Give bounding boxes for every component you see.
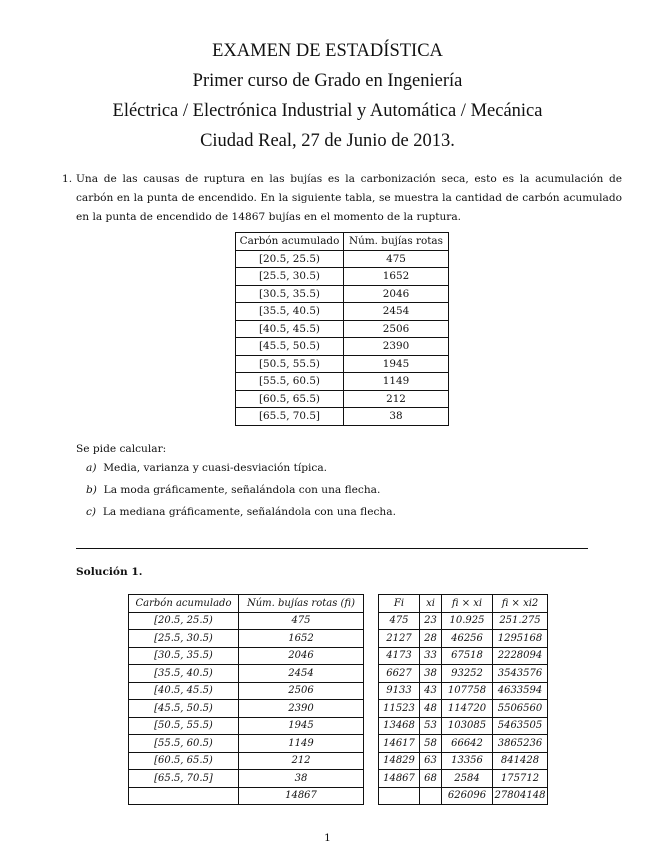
table-cell: 4633594	[493, 682, 548, 700]
solution-right-row	[379, 665, 548, 683]
solution-left-row	[129, 612, 364, 630]
header-course: Primer curso de Grado en Ingeniería	[192, 71, 463, 91]
solution-left-row	[129, 717, 364, 735]
data-table-row	[236, 338, 449, 356]
column-header: Núm. bujías rotas (fi)	[239, 595, 364, 613]
table-cell: 66642	[442, 735, 493, 753]
header-title: EXAMEN DE ESTADÍSTICA	[212, 41, 443, 61]
table-cell: 58	[420, 735, 442, 753]
table-cell: 13356	[442, 752, 493, 770]
table-cell: 10.925	[442, 612, 493, 630]
solution-right-row	[379, 700, 548, 718]
empty-cell	[129, 787, 239, 805]
table-cell: 841428	[493, 752, 548, 770]
solution-frequency-table	[128, 594, 364, 805]
questions-intro: Se pide calcular:	[76, 443, 167, 455]
table-cell: 46256	[442, 630, 493, 648]
table-cell: 475	[344, 250, 449, 268]
table-cell: 2390	[239, 700, 364, 718]
data-table-row	[236, 390, 449, 408]
solution-left-total-row	[129, 787, 364, 805]
table-cell: 1652	[344, 268, 449, 286]
section-divider	[76, 548, 588, 549]
table-cell: [45.5, 50.5)	[236, 338, 344, 356]
question-text: La moda gráficamente, señalándola con una flecha.	[103, 484, 381, 496]
total-cell: 27804148	[493, 787, 548, 805]
table-cell: 2390	[344, 338, 449, 356]
table-cell: 63	[420, 752, 442, 770]
exam-header	[0, 36, 655, 156]
table-cell: 93252	[442, 665, 493, 683]
header-degrees: Eléctrica / Electrónica Industrial y Automática / Mecánica	[112, 101, 543, 121]
table-cell: 5506560	[493, 700, 548, 718]
solution-right-row	[379, 752, 548, 770]
question-label: a)	[86, 462, 97, 474]
table-cell: 103085	[442, 717, 493, 735]
table-cell: 28	[420, 630, 442, 648]
table-cell: 1652	[239, 630, 364, 648]
table-cell: 67518	[442, 647, 493, 665]
table-cell: 38	[344, 408, 449, 426]
table-cell: 2454	[344, 303, 449, 321]
solution-title: Solución 1.	[76, 566, 143, 578]
table-cell: [60.5, 65.5)	[129, 752, 239, 770]
table-cell: [50.5, 55.5)	[236, 355, 344, 373]
table-cell: 1295168	[493, 630, 548, 648]
solution-right-row	[379, 735, 548, 753]
empty-cell	[379, 787, 420, 805]
table-cell: 13468	[379, 717, 420, 735]
solution-right-header	[379, 595, 548, 613]
data-table-row	[236, 250, 449, 268]
table-cell: 107758	[442, 682, 493, 700]
table-cell: 2506	[344, 320, 449, 338]
table-cell: 14829	[379, 752, 420, 770]
table-cell: 2046	[239, 647, 364, 665]
table-cell: 1945	[344, 355, 449, 373]
table-cell: 1149	[344, 373, 449, 391]
solution-right-row	[379, 770, 548, 788]
solution-left-row	[129, 735, 364, 753]
solution-left-row	[129, 752, 364, 770]
problem-statement: Una de las causas de ruptura en las bujías es la carbonización seca, esto es la acumulación de carbón en la punta de encendido. En la siguiente tabla, se muestra la cantidad de carbón acumulado en la punta de encendido de 14867 bujías en el momento de la ruptura.	[76, 173, 622, 223]
table-cell: 14617	[379, 735, 420, 753]
table-cell: 2506	[239, 682, 364, 700]
table-cell: 475	[239, 612, 364, 630]
header-date: Ciudad Real, 27 de Junio de 2013.	[200, 131, 455, 151]
question-label: b)	[86, 484, 97, 496]
table-cell: [65.5, 70.5]	[236, 408, 344, 426]
data-table-row	[236, 285, 449, 303]
table-cell: [65.5, 70.5]	[129, 770, 239, 788]
table-cell: 2046	[344, 285, 449, 303]
table-cell: 3865236	[493, 735, 548, 753]
solution-right-row	[379, 682, 548, 700]
table-cell: 14867	[379, 770, 420, 788]
table-cell: [50.5, 55.5)	[129, 717, 239, 735]
table-cell: 23	[420, 612, 442, 630]
table-cell: [25.5, 30.5)	[236, 268, 344, 286]
solution-right-total-row	[379, 787, 548, 805]
column-header: Carbón acumulado	[129, 595, 239, 613]
data-table-row	[236, 355, 449, 373]
question-text: Media, varianza y cuasi-desviación típica.	[103, 462, 328, 474]
question-label: c)	[86, 506, 97, 518]
table-cell: 38	[239, 770, 364, 788]
table-cell: [55.5, 60.5)	[236, 373, 344, 391]
table-cell: 43	[420, 682, 442, 700]
table-cell: [30.5, 35.5)	[129, 647, 239, 665]
table-cell: 11523	[379, 700, 420, 718]
table-cell: 9133	[379, 682, 420, 700]
table-cell: 5463505	[493, 717, 548, 735]
total-cell: 626096	[442, 787, 493, 805]
table-cell: 212	[239, 752, 364, 770]
solution-right-row	[379, 717, 548, 735]
column-header: Núm. bujías rotas	[344, 233, 449, 251]
table-cell: 2584	[442, 770, 493, 788]
table-cell: 1945	[239, 717, 364, 735]
table-cell: [35.5, 40.5)	[236, 303, 344, 321]
table-cell: 2228094	[493, 647, 548, 665]
table-cell: 1149	[239, 735, 364, 753]
question-item	[86, 506, 396, 528]
table-cell: 114720	[442, 700, 493, 718]
solution-left-row	[129, 665, 364, 683]
column-header: Fi	[379, 595, 420, 613]
table-cell: 3543576	[493, 665, 548, 683]
table-cell: 475	[379, 612, 420, 630]
table-cell: 48	[420, 700, 442, 718]
question-text: La mediana gráficamente, señalándola con una flecha.	[102, 506, 396, 518]
table-cell: 68	[420, 770, 442, 788]
solution-right-row	[379, 647, 548, 665]
data-table	[235, 232, 449, 426]
table-cell: 4173	[379, 647, 420, 665]
table-cell: 212	[344, 390, 449, 408]
solution-left-header	[129, 595, 364, 613]
column-header: fi × xi2	[493, 595, 548, 613]
total-cell: 14867	[239, 787, 364, 805]
table-cell: [45.5, 50.5)	[129, 700, 239, 718]
solution-right-row	[379, 612, 548, 630]
table-cell: 251.275	[493, 612, 548, 630]
table-cell: [40.5, 45.5)	[129, 682, 239, 700]
question-item	[86, 462, 396, 484]
data-table-row	[236, 303, 449, 321]
table-cell: 53	[420, 717, 442, 735]
data-table-header	[236, 233, 449, 251]
table-cell: [40.5, 45.5)	[236, 320, 344, 338]
table-cell: [60.5, 65.5)	[236, 390, 344, 408]
page-number: 1	[324, 832, 331, 844]
table-cell: [20.5, 25.5)	[129, 612, 239, 630]
table-cell: 175712	[493, 770, 548, 788]
solution-left-row	[129, 630, 364, 648]
questions-list	[86, 462, 396, 528]
column-header: fi × xi	[442, 595, 493, 613]
solution-left-row	[129, 770, 364, 788]
table-cell: 2454	[239, 665, 364, 683]
data-table-row	[236, 268, 449, 286]
table-cell: [20.5, 25.5)	[236, 250, 344, 268]
solution-right-row	[379, 630, 548, 648]
solution-left-row	[129, 700, 364, 718]
problem-1	[62, 170, 622, 227]
problem-number: 1.	[62, 173, 73, 185]
data-table-row	[236, 408, 449, 426]
table-cell: [25.5, 30.5)	[129, 630, 239, 648]
data-table-row	[236, 320, 449, 338]
table-cell: [35.5, 40.5)	[129, 665, 239, 683]
empty-cell	[420, 787, 442, 805]
column-header: xi	[420, 595, 442, 613]
data-table-row	[236, 373, 449, 391]
table-cell: [30.5, 35.5)	[236, 285, 344, 303]
question-item	[86, 484, 396, 506]
table-cell: 33	[420, 647, 442, 665]
solution-computation-table	[378, 594, 548, 805]
table-cell: 2127	[379, 630, 420, 648]
table-cell: 6627	[379, 665, 420, 683]
column-header: Carbón acumulado	[236, 233, 344, 251]
solution-left-row	[129, 647, 364, 665]
table-cell: [55.5, 60.5)	[129, 735, 239, 753]
solution-left-row	[129, 682, 364, 700]
table-cell: 38	[420, 665, 442, 683]
